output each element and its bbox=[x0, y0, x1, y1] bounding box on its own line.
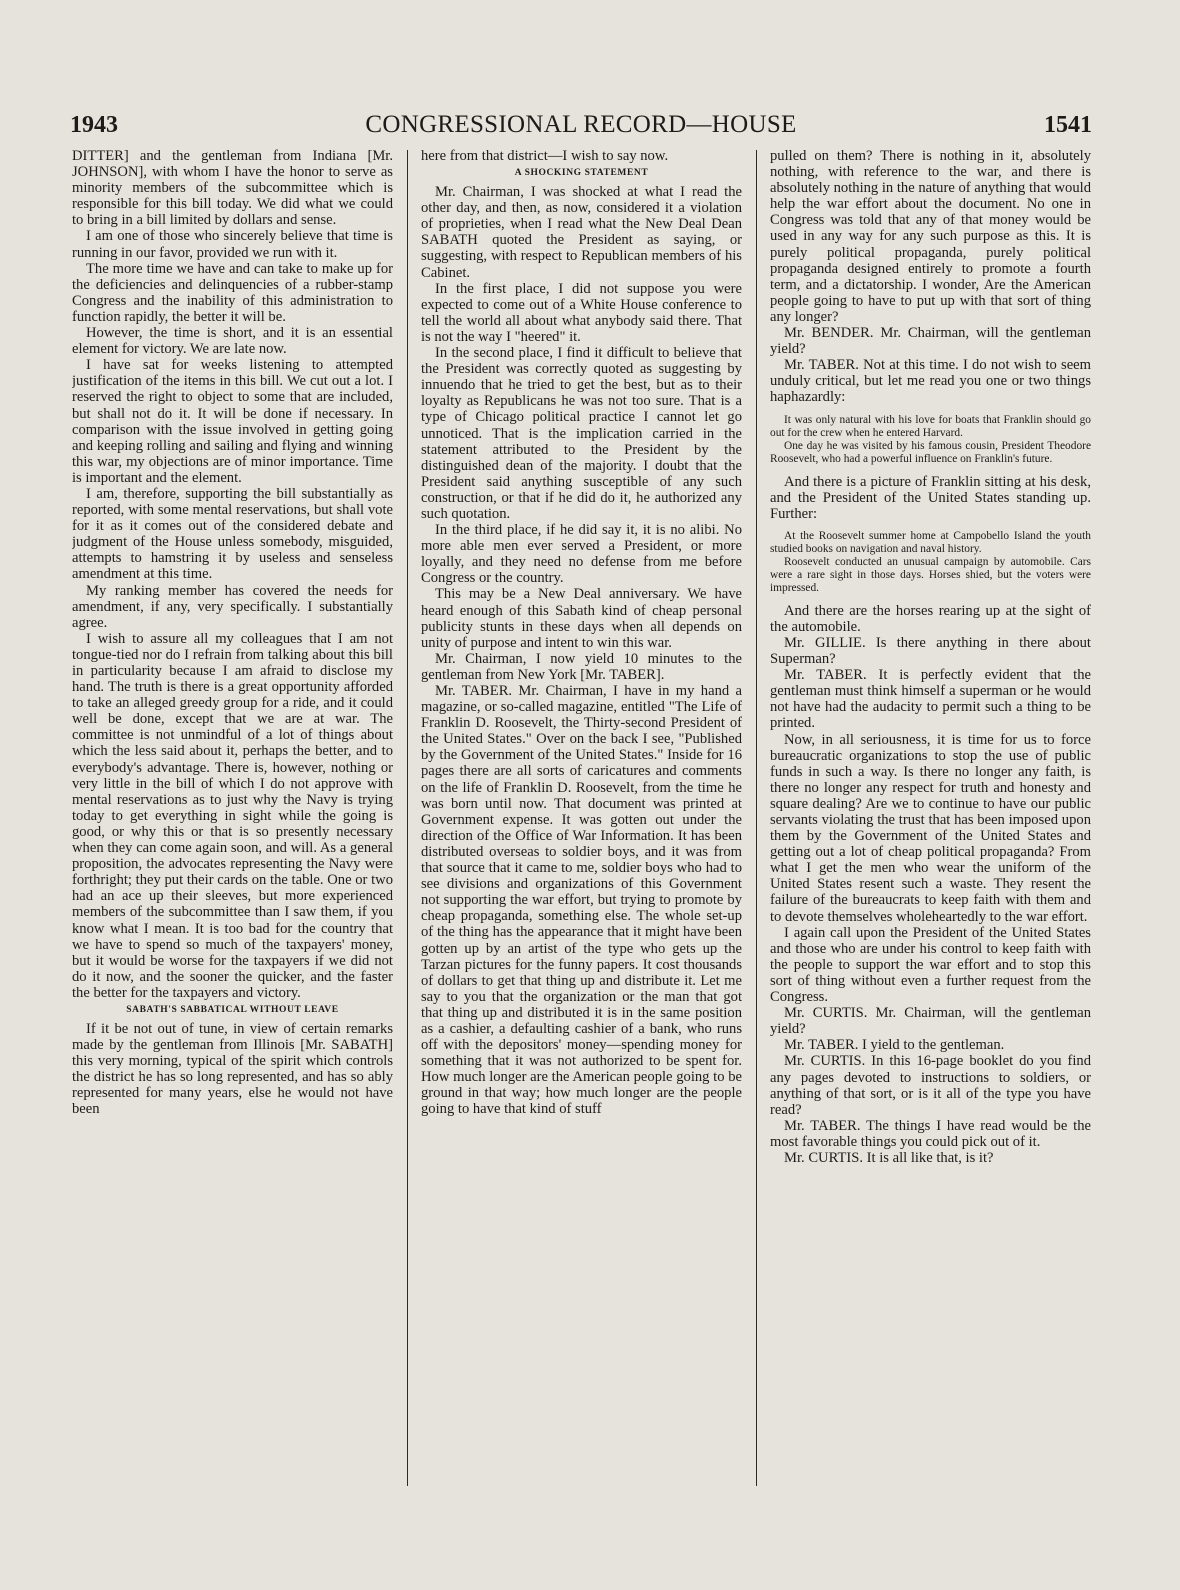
paragraph: Mr. CURTIS. Mr. Chairman, will the gentleman yield? bbox=[770, 1005, 1091, 1038]
text-columns bbox=[72, 148, 1091, 1488]
column-divider-2 bbox=[756, 150, 757, 1486]
header-year: 1943 bbox=[70, 111, 118, 138]
paragraph: Mr. TABER. Mr. Chairman, I have in my hand a magazine, or so-called magazine, entitled "The Life of Franklin D. Roosevelt, the Thirty-second President of the United States." Over on the back I see, "Published by the Government of the United States." Inside for 16 pages there are all sorts of caricatures and comments on the life of Franklin D. Roosevelt, from the time he was born until now. That document was printed at Government expense. It was gotten out under the direction of the Office of War Information. It has been distributed overseas to soldier boys, and it was from that source that it came to me, soldier boys who had to see divisions and organizations of this Government not supporting the war effort, but trying to promote by cheap propaganda, something else. The whole set-up of the thing has the appearance that it might have been gotten up by an artist of the type who gets up the Tarzan pictures for the funny papers. It cost thousands of dollars to get that thing up and distribute it. Let me say to you that the organization or the man that got that thing up and distributed it is in the same position as a cashier, a defaulting cashier of a bank, who runs off with the depositors' money—spending money for something that it was not authorized to be spent for. How much longer are the American people going to be ground in that way; how much longer are the people going to have that kind of stuff bbox=[421, 683, 742, 1118]
paragraph: here from that district—I wish to say now. bbox=[421, 148, 669, 164]
quoted-excerpt: Roosevelt conducted an unusual campaign by automobile. Cars were a rare sight in those days. Horses shied, but the voters were impressed. bbox=[770, 555, 1091, 594]
paragraph: Mr. TABER. The things I have read would be the most favorable things you could pick out of it. bbox=[770, 1117, 1091, 1150]
paragraph: However, the time is short, and it is an essential element for victory. We are late now. bbox=[72, 325, 393, 358]
paragraph: DITTER] and the gentleman from Indiana [Mr. JOHNSON], with whom I have the honor to serve as minority members of the subcommittee which is responsible for this bill today. We did what we could to bring in a bill limited by dollars and sense. bbox=[72, 148, 393, 229]
paragraph: I am one of those who sincerely believe that time is running in our favor, provided we run with it. bbox=[72, 228, 393, 261]
paragraph: The more time we have and can take to make up for the deficiencies and delinquencies of a rubber-stamp Congress and the inability of this administration to function rapidly, the better it will be. bbox=[72, 260, 393, 325]
paragraph: Mr. CURTIS. It is all like that, is it? bbox=[784, 1149, 994, 1166]
paragraph: Mr. CURTIS. In this 16-page booklet do you find any pages devoted to instructions to soldiers, or anything of that sort, or is it all of the type you have read? bbox=[770, 1053, 1091, 1118]
paragraph: Mr. Chairman, I was shocked at what I read the other day, and then, as now, considered it a violation of proprieties, when I read what the New Deal Dean SABATH quoted the President as saying, or suggesting, with respect to Republican members of his Cabinet. bbox=[421, 184, 742, 281]
paragraph: pulled on them? There is nothing in it, absolutely nothing, with reference to the war, and there is absolutely nothing in the nature of anything that would help the war effort about the document. No one in Congress was told that any of that money would be used in any way for any such purpose as this. It is purely political propaganda, purely political propaganda designed entirely to promote a fourth term, and a dictatorship. I wonder, Are the American people going to have to put up with that sort of thing any longer? bbox=[770, 148, 1091, 325]
paragraph: If it be not out of tune, in view of certain remarks made by the gentleman from Illinois [Mr. SABATH] this very morning, typical of the spirit which controls the district he has so long represented, and has so ably represented for many years, else he would not have been bbox=[72, 1020, 393, 1118]
page-header bbox=[70, 108, 1092, 142]
quoted-excerpt: One day he was visited by his famous cousin, President Theodore Roosevelt, who had a powerful influence on Franklin's future. bbox=[770, 439, 1091, 465]
paragraph: In the first place, I did not suppose you were expected to come out of a White House conference to tell the world all about what anybody said there. That is not the way I "heered" it. bbox=[421, 280, 742, 345]
section-heading: SABATH'S SABBATICAL WITHOUT LEAVE bbox=[126, 1004, 339, 1015]
quoted-excerpt: At the Roosevelt summer home at Campobello Island the youth studied books on navigation and naval history. bbox=[770, 529, 1091, 555]
column-3 bbox=[770, 148, 1091, 1488]
section-heading: A SHOCKING STATEMENT bbox=[514, 168, 649, 179]
paragraph: In the second place, I find it difficult to believe that the President was correctly quoted as suggesting by innuendo that he tried to get the best, but as to their loyalty as Republicans he was not too sure. That is a type of Chicago political practice I cannot let go unnoticed. That is the implication carried in the statement attributed to the President by the distinguished dean of the majority. I doubt that the President said anything susceptible of any such construction, or that if he did do it, he authorized any such quotation. bbox=[421, 345, 742, 522]
paragraph: I again call upon the President of the United States and those who are under his control to keep faith with the people to support the war effort and to stop this sort of thing without even a further request from the Congress. bbox=[770, 924, 1091, 1006]
paragraph: Mr. TABER. Not at this time. I do not wish to seem unduly critical, but let me read you one or two things haphazardly: bbox=[770, 357, 1091, 406]
paragraph: In the third place, if he did say it, it is no alibi. No more able men ever served a President, or more loyally, and they need no defense from me before Congress or the country. bbox=[421, 522, 742, 587]
paragraph: And there are the horses rearing up at the sight of the automobile. bbox=[770, 602, 1091, 635]
paragraph: Mr. GILLIE. Is there anything in there about Superman? bbox=[770, 634, 1091, 668]
paragraph: I have sat for weeks listening to attempted justification of the items in this bill. We cut out a lot. I reserved the right to object to some that are included, but shall not do it. It will be done if necessary. In comparison with the issue involved in getting going and keeping rolling and sailing and flying and winning this war, my objections are of minor importance. Time is important and the element. bbox=[72, 357, 393, 486]
paragraph: Now, in all seriousness, it is time for us to force bureaucratic organizations to stop the use of public funds in such a way. Is there no longer any faith, is there no longer any respect for truth and honesty and square dealing? Are we to continue to have our public servants violating the trust that has been imposed upon them by the Government of the United States and getting out a lot of cheap political propaganda? From what I get the men who wear the uniform of the United States resent such a waste. They resent the failure of the bureaucrats to keep faith with them and to devote themselves wholeheartedly to the war effort. bbox=[770, 731, 1091, 925]
paragraph: Mr. TABER. It is perfectly evident that the gentleman must think himself a superman or he would not have had the audacity to permit such a thing to be printed. bbox=[770, 667, 1091, 732]
paragraph: My ranking member has covered the needs for amendment, if any, very specifically. I substantially agree. bbox=[72, 582, 393, 631]
header-page-number: 1541 bbox=[1044, 111, 1092, 138]
quoted-excerpt: It was only natural with his love for boats that Franklin should go out for the crew when he entered Harvard. bbox=[770, 413, 1091, 439]
column-divider-1 bbox=[407, 150, 408, 1486]
paragraph: Mr. TABER. I yield to the gentleman. bbox=[784, 1037, 1005, 1054]
paragraph: This may be a New Deal anniversary. We have heard enough of this Sabath kind of cheap personal publicity stunts in these days when all depends on unity of purpose and intent to win this war. bbox=[421, 586, 742, 651]
paragraph: I wish to assure all my colleagues that I am not tongue-tied nor do I refrain from talking about this bill in particularity because I am afraid to disclose my hand. The truth is there is a great opportunity afforded to take an alleged greedy group for a ride, and it could well be done, except that we are at war. The committee is not unmindful of a lot of things about which the less said about it, perhaps the better, and to everybody's advantage. There is, however, nothing or very little in the bill of which I do not approve with mental reservations as to just why the Navy is trying today to get everything in sight while the going is good, or why this or that is so presently necessary when they can come again soon, and will. As a general proposition, the advocates representing the Navy were forthright; they put their cards on the table. One or two had an ace up their sleeves, but more experienced members of the subcommittee than I saw them, if you know what I mean. It is too bad for the country that we have to spend so much of the taxpayers' money, but it would be worse for the taxpayers if we did not do it now, and the sooner the quicker, and the faster the better for the taxpayers and victory. bbox=[72, 630, 393, 1001]
paragraph: Mr. BENDER. Mr. Chairman, will the gentleman yield? bbox=[770, 325, 1091, 358]
paragraph: I am, therefore, supporting the bill substantially as reported, with some mental reservations, but shall vote for it as it comes out of the considered debate and judgment of the House unless somebody, misguided, attempts to hamstring it by useless and senseless amendment at this time. bbox=[72, 485, 393, 583]
paragraph: Mr. Chairman, I now yield 10 minutes to the gentleman from New York [Mr. TABER]. bbox=[421, 650, 742, 683]
column-2 bbox=[421, 148, 742, 1488]
header-title: CONGRESSIONAL RECORD—HOUSE bbox=[365, 111, 797, 138]
paragraph: And there is a picture of Franklin sitting at his desk, and the President of the United States standing up. Further: bbox=[770, 473, 1091, 522]
column-1 bbox=[72, 148, 393, 1488]
